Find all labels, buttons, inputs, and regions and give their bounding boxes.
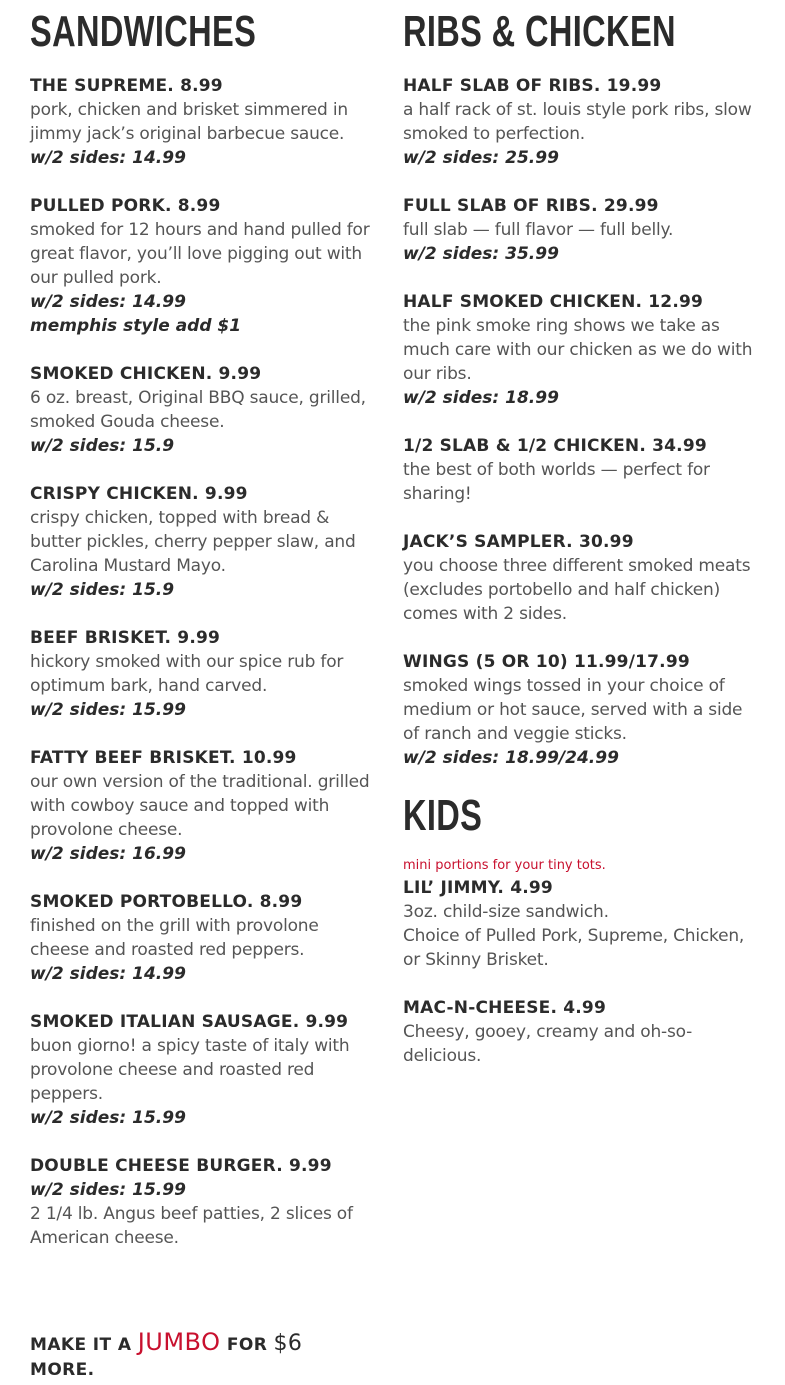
item-title: JACK’S SAMPLER. 30.99 [403,532,634,552]
item-title: FATTY BEEF BRISKET. 10.99 [30,748,297,768]
menu-item-beef-brisket [30,626,382,722]
item-sides-price: w/2 sides: 35.99 [403,244,559,264]
item-title: 1/2 SLAB & 1/2 CHICKEN. 34.99 [403,436,707,456]
jumbo-prefix: MAKE IT A [30,1335,132,1355]
item-description: smoked for 12 hours and hand pulled for great flavor, you’ll love pigging out with our pulled pork. [30,220,370,288]
item-description: hickory smoked with our spice rub for optimum bark, hand carved. [30,652,344,696]
ribs-chicken-heading: RIBS & CHICKEN [403,7,676,56]
item-title: BEEF BRISKET. 9.99 [30,628,221,648]
item-note: memphis style add $1 [30,316,242,336]
menu-item-smoked-italian-sausage [30,1010,382,1130]
item-sides-price: w/2 sides: 15.99 [30,700,186,720]
item-description: our own version of the traditional. grilled with cowboy sauce and topped with provolone cheese. [30,772,370,840]
item-description-line: Choice of Pulled Pork, Supreme, Chicken, [403,926,745,946]
menu-item-pulled-pork [30,194,382,338]
item-title: HALF SMOKED CHICKEN. 12.99 [403,292,704,312]
menu-item-crispy-chicken [30,482,382,602]
kids-tagline: mini portions for your tiny tots. [403,858,606,873]
item-description: the pink smoke ring shows we take as much care with our chicken as we do with our ribs. [403,316,753,384]
menu-item-half-smoked-chicken [403,290,763,410]
item-description: pork, chicken and brisket simmered in jimmy jack’s original barbecue sauce. [30,100,348,144]
sandwiches-heading: SANDWICHES [30,7,257,56]
sandwiches-column [30,0,382,1274]
item-sides-price: w/2 sides: 14.99 [30,964,186,984]
item-title: LIL’ JIMMY. 4.99 [403,878,553,898]
jumbo-word: JUMBO [137,1328,221,1356]
menu-item-smoked-chicken [30,362,382,458]
menu-item-double-cheese-burger [30,1154,382,1250]
menu-item-fatty-beef-brisket [30,746,382,866]
menu-item-lil-jimmy [403,876,763,972]
item-sides-price: w/2 sides: 15.99 [30,1180,186,1200]
ribs-chicken-list [403,74,763,770]
menu-item-wings [403,650,763,770]
item-title: WINGS (5 OR 10) 11.99/17.99 [403,652,690,672]
jumbo-mid: FOR [226,1335,268,1355]
menu-item-smoked-portobello [30,890,382,986]
menu-item-the-supreme [30,74,382,170]
jumbo-price: $6 [273,1331,303,1356]
item-title: MAC-N-CHEESE. 4.99 [403,998,606,1018]
item-description: you choose three different smoked meats (excludes portobello and half chicken) comes with 2 sides. [403,556,751,624]
item-title: THE SUPREME. 8.99 [30,76,223,96]
jumbo-promo [30,1330,382,1383]
item-description: 2 1/4 lb. Angus beef patties, 2 slices of American cheese. [30,1204,353,1248]
item-title: DOUBLE CHEESE BURGER. 9.99 [30,1156,332,1176]
item-title: SMOKED PORTOBELLO. 8.99 [30,892,303,912]
menu-item-full-slab-ribs [403,194,763,266]
item-description: 6 oz. breast, Original BBQ sauce, grilled, smoked Gouda cheese. [30,388,366,432]
item-title: FULL SLAB OF RIBS. 29.99 [403,196,659,216]
item-sides-price: w/2 sides: 14.99 [30,292,186,312]
item-description: smoked wings tossed in your choice of medium or hot sauce, served with a side of ranch and veggie sticks. [403,676,743,744]
item-description-line: 3oz. child-size sandwich. [403,902,609,922]
item-sides-price: w/2 sides: 15.99 [30,1108,186,1128]
item-description: buon giorno! a spicy taste of italy with provolone cheese and roasted red peppers. [30,1036,350,1104]
item-sides-price: w/2 sides: 25.99 [403,148,559,168]
menu-item-jacks-sampler [403,530,763,626]
item-sides-price: w/2 sides: 18.99 [403,388,559,408]
item-description: a half rack of st. louis style pork ribs, slow smoked to perfection. [403,100,752,144]
item-title: SMOKED ITALIAN SAUSAGE. 9.99 [30,1012,349,1032]
item-sides-price: w/2 sides: 14.99 [30,148,186,168]
menu-item-half-slab-ribs [403,74,763,170]
item-title: CRISPY CHICKEN. 9.99 [30,484,248,504]
item-description: the best of both worlds — perfect for sharing! [403,460,710,504]
item-description: full slab — full flavor — full belly. [403,220,674,240]
item-description: Cheesy, gooey, creamy and oh-so-delicious. [403,1022,693,1066]
item-sides-price: w/2 sides: 15.9 [30,580,175,600]
menu-item-mac-n-cheese [403,996,763,1068]
item-description: crispy chicken, topped with bread & butter pickles, cherry pepper slaw, and Carolina Mustard Mayo. [30,508,356,576]
item-description: finished on the grill with provolone cheese and roasted red peppers. [30,916,319,960]
item-sides-price: w/2 sides: 15.9 [30,436,175,456]
item-sides-price: w/2 sides: 18.99/24.99 [403,748,619,768]
jumbo-suffix: MORE. [30,1360,95,1380]
item-title: HALF SLAB OF RIBS. 19.99 [403,76,662,96]
item-title: SMOKED CHICKEN. 9.99 [30,364,262,384]
ribs-chicken-column [403,0,763,1092]
menu-item-half-slab-half-chicken [403,434,763,506]
item-sides-price: w/2 sides: 16.99 [30,844,186,864]
kids-list [403,876,763,1068]
item-title: PULLED PORK. 8.99 [30,196,221,216]
kids-heading: KIDS [403,791,483,840]
sandwiches-list [30,74,382,1250]
item-description-line: or Skinny Brisket. [403,950,549,970]
